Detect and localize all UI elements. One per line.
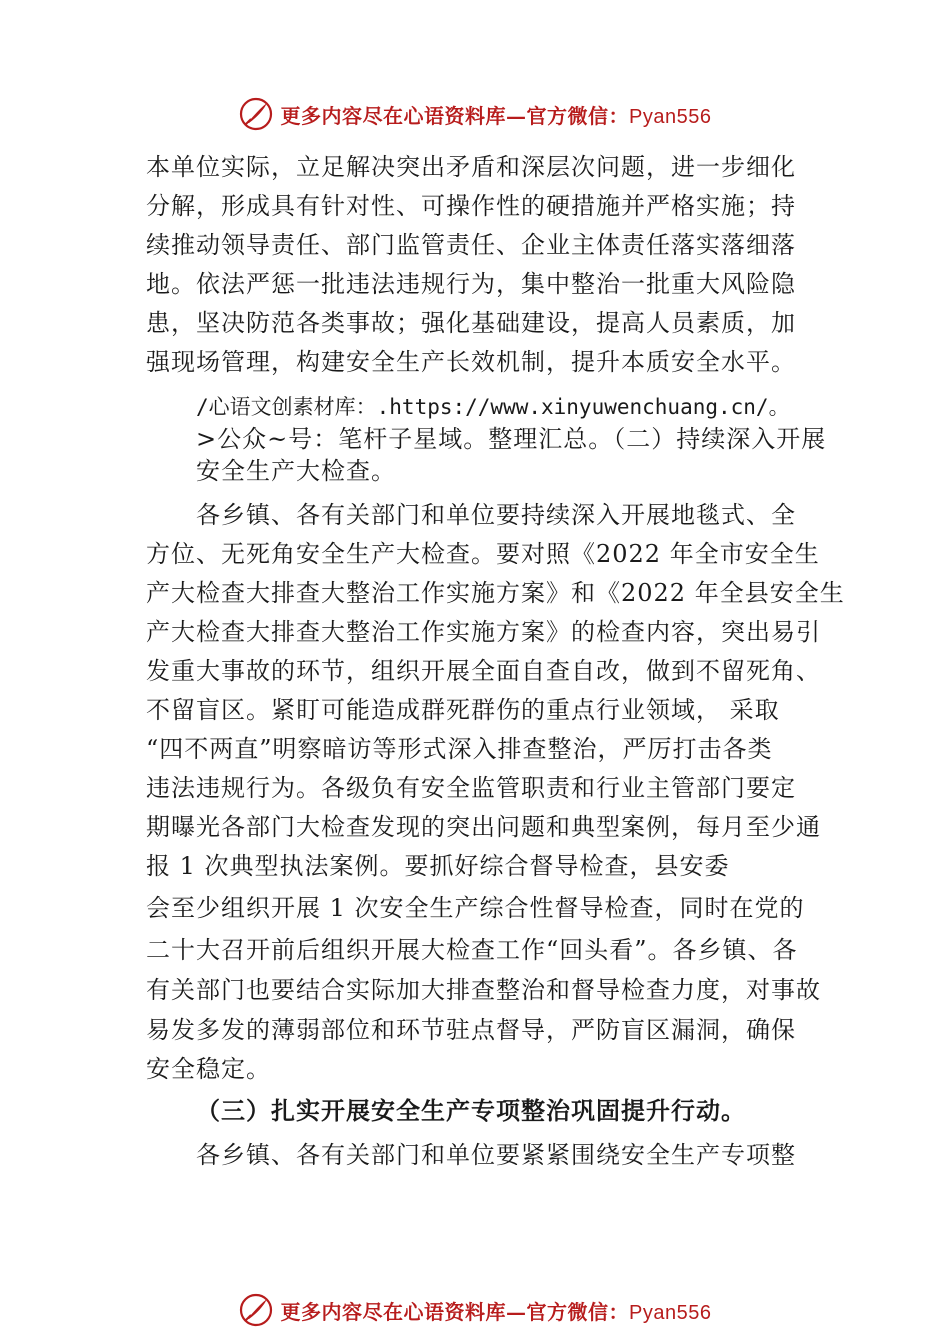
paragraph-line: 有关部门也要结合实际加大排查整治和督导检查力度，对事故 [146,976,821,1004]
paragraph-line: 会至少组织开展 1 次安全生产综合性督导检查，同时在党的 [146,894,805,922]
paragraph-line: 各乡镇、各有关部门和单位要紧紧围绕安全生产专项整 [196,1141,796,1169]
paragraph-line: 分解，形成具有针对性、可操作性的硬措施并严格实施；持 [146,192,796,220]
paragraph-line: 不留盲区。紧盯可能造成群死群伤的重点行业领域， 采取 [146,696,780,724]
wechat-id: Pyan556 [629,105,712,128]
paragraph-line: 患，坚决防范各类事故；强化基础建设，提高人员素质，加 [146,309,796,337]
paragraph-line: 强现场管理，构建安全生产长效机制，提升本质安全水平。 [146,348,796,376]
paragraph-line: 方位、无死角安全生产大检查。要对照《2022 年全市安全生 [146,540,820,568]
section-heading: （三）扎实开展安全生产专项整治巩固提升行动。 [196,1096,746,1125]
paragraph-line: 发重大事故的环节，组织开展全面自查自改，做到不留死角、 [146,657,821,685]
banner-text: 更多内容尽在心语资料库—官方微信：Pyan556 [280,1299,712,1324]
paragraph-line: 地。依法严惩一批违法违规行为，集中整治一批重大风险隐 [146,270,796,298]
paragraph-line: 产大检查大排查大整治工作实施方案》的检查内容，突出易引 [146,618,821,646]
source-note-line: /心语文创素材库：.https://www.xinyuwenchuang.cn/。 [196,395,790,419]
paragraph-line: 安全稳定。 [146,1055,271,1083]
source-note-line: >公众~号：笔杆子星域。整理汇总。（二）持续深入开展 [196,425,827,453]
paragraph-line: 产大检查大排查大整治工作实施方案》和《2022 年全县安全生 [146,579,845,607]
paragraph-line: 续推动领导责任、部门监管责任、企业主体责任落实落细落 [146,231,796,259]
paragraph-line: 本单位实际，立足解决突出矛盾和深层次问题，进一步细化 [146,153,796,181]
paragraph-line: 各乡镇、各有关部门和单位要持续深入开展地毯式、全 [196,501,796,529]
wechat-id: Pyan556 [629,1301,712,1324]
paragraph-line: “四不两直”明察暗访等形式深入排查整治，严厉打击各类 [146,735,773,763]
quill-logo-icon [239,1293,273,1327]
paragraph-line: 报 1 次典型执法案例。要抓好综合督导检查，县安委 [146,852,730,880]
footer-banner [0,1290,950,1330]
paragraph-line: 违法违规行为。各级负有安全监管职责和行业主管部门要定 [146,774,796,802]
paragraph-line: 期曝光各部门大检查发现的突出问题和典型案例，每月至少通 [146,813,821,841]
paragraph-line: 二十大召开前后组织开展大检查工作“回头看”。各乡镇、各 [146,936,798,964]
paragraph-line: 易发多发的薄弱部位和环节驻点督导，严防盲区漏洞，确保 [146,1016,796,1044]
banner-text: 更多内容尽在心语资料库—官方微信：Pyan556 [280,103,712,128]
section-heading: 安全生产大检查。 [196,457,396,485]
